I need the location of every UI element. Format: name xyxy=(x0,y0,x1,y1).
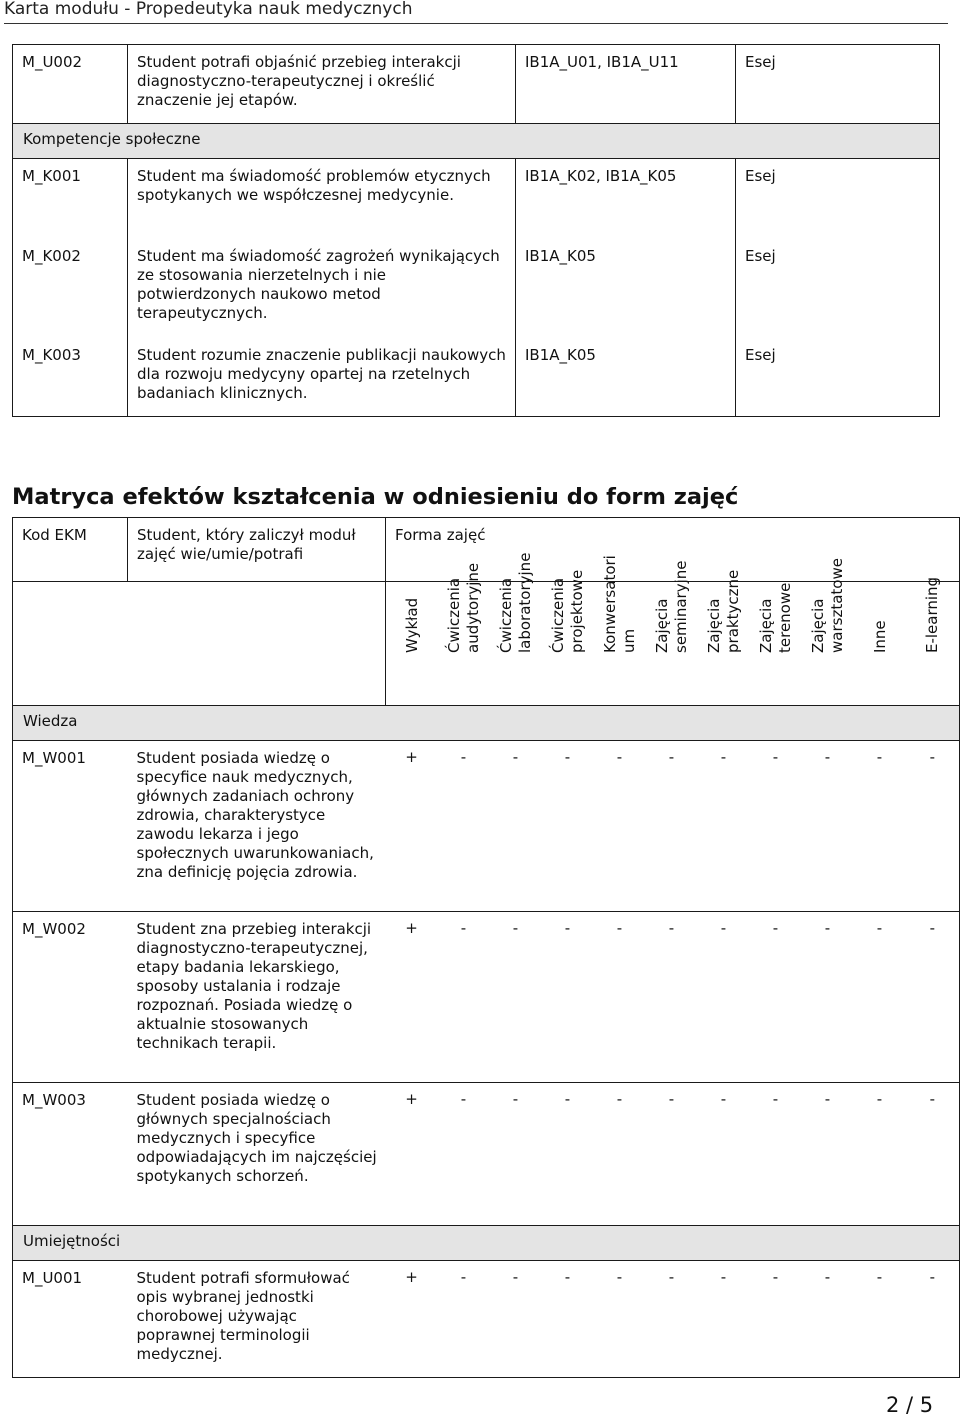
column-header-code: Kod EKM xyxy=(13,518,128,582)
form-header-label xyxy=(390,538,434,653)
form-header-label xyxy=(598,538,642,653)
verification-method: Esej xyxy=(736,159,940,240)
form-header-cell xyxy=(646,560,698,706)
form-mark-cell: - xyxy=(854,912,906,1083)
form-mark-cell: - xyxy=(490,741,542,912)
form-mark-cell: - xyxy=(698,1261,750,1378)
form-mark-cell: - xyxy=(854,1083,906,1226)
form-mark-cell: - xyxy=(802,1083,854,1226)
form-header-label xyxy=(858,538,902,653)
learning-outcomes-table xyxy=(12,44,940,417)
form-header-cell xyxy=(906,576,960,706)
form-header-line: seminaryjne xyxy=(671,560,690,653)
section-label: Umiejętności xyxy=(13,1226,960,1261)
table-row xyxy=(13,1083,960,1226)
form-mark-cell: - xyxy=(646,1261,698,1378)
form-header-label xyxy=(702,538,746,653)
form-header-line: terenowe xyxy=(775,582,794,653)
form-mark-cell: - xyxy=(490,1261,542,1378)
form-mark-cell: - xyxy=(906,1261,960,1378)
form-mark-cell: - xyxy=(542,741,594,912)
form-mark-cell: - xyxy=(698,1083,750,1226)
outcome-description: Student rozumie znaczenie publikacji naukowych dla rozwoju medycyny opartej na rzetelnych badaniach klinicznych. xyxy=(128,338,516,417)
outcomes-matrix-table xyxy=(12,517,960,1378)
outcome-code: M_W002 xyxy=(13,912,128,1083)
outcome-code: M_U002 xyxy=(13,45,128,124)
page-header xyxy=(4,0,948,24)
form-mark-cell: - xyxy=(750,1083,802,1226)
form-mark-cell: - xyxy=(438,1083,490,1226)
outcome-code: M_K003 xyxy=(13,338,128,417)
form-header-line: Inne xyxy=(870,620,888,653)
form-header-cell xyxy=(490,552,542,706)
verification-method: Esej xyxy=(736,338,940,417)
section-row xyxy=(13,1226,960,1261)
document-title: Karta modułu - Propedeutyka nauk medycznych xyxy=(4,0,413,19)
table-row xyxy=(13,239,940,338)
outcome-references: IB1A_U01, IB1A_U11 xyxy=(516,45,736,124)
outcome-description: Student potrafi objaśnić przebieg interakcji diagnostyczno-terapeutycznej i określić znaczenie jej etapów. xyxy=(128,45,516,124)
form-mark-cell: - xyxy=(698,912,750,1083)
form-header-label xyxy=(546,538,590,653)
form-mark-cell: - xyxy=(750,1261,802,1378)
outcome-code: M_K001 xyxy=(13,159,128,240)
forms-header-row xyxy=(13,582,960,706)
verification-method: Esej xyxy=(736,45,940,124)
form-mark-cell: + xyxy=(386,741,438,912)
form-mark-cell: - xyxy=(698,741,750,912)
form-mark-cell: - xyxy=(802,741,854,912)
form-header-line: Zajęcia xyxy=(704,598,723,653)
outcome-description: Student posiada wiedzę o specyfice nauk medycznych, głównych zadaniach ochrony zdrowia, charakterystyce zawodu lekarza i jego społecznych uwarunkowaniach, zna definicję pojęcia zdrowia. xyxy=(128,741,386,912)
outcome-code: M_U001 xyxy=(13,1261,128,1378)
form-header-line: Wykład xyxy=(402,597,421,653)
form-header-cell xyxy=(750,582,802,706)
form-mark-cell: - xyxy=(854,1261,906,1378)
section-row xyxy=(13,124,940,159)
section-row xyxy=(13,706,960,741)
form-mark-cell: - xyxy=(802,912,854,1083)
form-mark-cell: - xyxy=(646,912,698,1083)
form-header-label xyxy=(442,538,486,653)
outcome-code: M_K002 xyxy=(13,239,128,338)
outcome-description: Student potrafi sformułować opis wybranej jednostki chorobowej używając poprawnej terminologii medycznej. xyxy=(128,1261,386,1378)
form-mark-cell: - xyxy=(750,741,802,912)
form-header-label xyxy=(806,538,850,653)
form-mark-cell: - xyxy=(906,1083,960,1226)
form-mark-cell: - xyxy=(594,912,646,1083)
outcome-references: IB1A_K05 xyxy=(516,239,736,338)
form-header-line: Zajęcia xyxy=(756,598,775,653)
form-header-line: projektowe xyxy=(567,569,586,653)
form-header-line: Konwersatori xyxy=(600,555,619,653)
verification-method: Esej xyxy=(736,239,940,338)
form-mark-cell: - xyxy=(802,1261,854,1378)
section-label: Kompetencje społeczne xyxy=(13,124,940,159)
form-mark-cell: - xyxy=(906,912,960,1083)
empty-header-cell xyxy=(13,582,386,706)
page-number: 2 / 5 xyxy=(886,1393,934,1417)
form-header-line: Zajęcia xyxy=(652,598,671,653)
form-header-line: um xyxy=(619,628,638,653)
form-header-label xyxy=(650,538,694,653)
outcome-code: M_W003 xyxy=(13,1083,128,1226)
column-header-description: Student, który zaliczył moduł zajęć wie/umie/potrafi xyxy=(128,518,386,582)
table-row xyxy=(13,159,940,240)
form-mark-cell: - xyxy=(438,912,490,1083)
form-header-line: laboratoryjne xyxy=(515,552,534,653)
form-mark-cell: + xyxy=(386,1261,438,1378)
outcome-description: Student posiada wiedzę o głównych specjalnościach medycznych i specyfice odpowiadających im najczęściej spotykanych schorzeń. xyxy=(128,1083,386,1226)
form-header-label xyxy=(494,538,538,653)
form-mark-cell: - xyxy=(438,741,490,912)
outcome-description: Student ma świadomość problemów etycznych spotykanych we współczesnej medycynie. xyxy=(128,159,516,240)
matrix-title: Matryca efektów kształcenia w odniesieniu do form zajęć xyxy=(12,484,739,510)
outcome-description: Student zna przebieg interakcji diagnostyczno-terapeutycznej, etapy badania lekarskiego, sposoby ustalania i rodzaje rozpoznań. Posiada wiedzę o aktualnie stosowanych technikach terapii. xyxy=(128,912,386,1083)
form-mark-cell: - xyxy=(854,741,906,912)
form-header-cell xyxy=(438,562,490,706)
form-header-line: Ćwiczenia xyxy=(496,577,515,653)
form-header-cell xyxy=(698,569,750,706)
table-row xyxy=(13,338,940,417)
outcome-code: M_W001 xyxy=(13,741,128,912)
table-row xyxy=(13,45,940,124)
form-mark-cell: - xyxy=(542,1083,594,1226)
table-row xyxy=(13,912,960,1083)
column-header-forms: Forma zajęć xyxy=(386,518,960,582)
table-row xyxy=(13,741,960,912)
form-mark-cell: - xyxy=(906,741,960,912)
section-label: Wiedza xyxy=(13,706,960,741)
form-header-label xyxy=(910,538,954,653)
form-header-line: warsztatowe xyxy=(827,558,846,653)
form-header-line: Zajęcia xyxy=(808,598,827,653)
form-mark-cell: - xyxy=(594,741,646,912)
form-mark-cell: - xyxy=(594,1261,646,1378)
form-mark-cell: - xyxy=(542,912,594,1083)
form-header-line: praktyczne xyxy=(723,569,742,653)
outcome-references: IB1A_K02, IB1A_K05 xyxy=(516,159,736,240)
form-mark-cell: - xyxy=(646,1083,698,1226)
form-mark-cell: - xyxy=(438,1261,490,1378)
form-header-cell xyxy=(854,582,906,706)
form-header-line: Ćwiczenia xyxy=(444,577,463,653)
table-row xyxy=(13,1261,960,1378)
form-header-cell xyxy=(594,555,646,706)
form-mark-cell: - xyxy=(750,912,802,1083)
form-mark-cell: - xyxy=(490,1083,542,1226)
form-header-cell xyxy=(802,558,854,706)
form-mark-cell: - xyxy=(490,912,542,1083)
form-mark-cell: - xyxy=(542,1261,594,1378)
form-header-label xyxy=(754,538,798,653)
form-mark-cell: + xyxy=(386,912,438,1083)
form-mark-cell: + xyxy=(386,1083,438,1226)
form-mark-cell: - xyxy=(646,741,698,912)
form-header-cell xyxy=(542,569,594,706)
form-mark-cell: - xyxy=(594,1083,646,1226)
form-header-line: E-learning xyxy=(922,576,941,653)
outcome-references: IB1A_K05 xyxy=(516,338,736,417)
form-header-cell xyxy=(386,582,438,706)
form-header-line: audytoryjne xyxy=(463,562,482,653)
outcome-description: Student ma świadomość zagrożeń wynikających ze stosowania nierzetelnych i nie potwierdzonych naukowo metod terapeutycznych. xyxy=(128,239,516,338)
form-header-line: Ćwiczenia xyxy=(548,577,567,653)
